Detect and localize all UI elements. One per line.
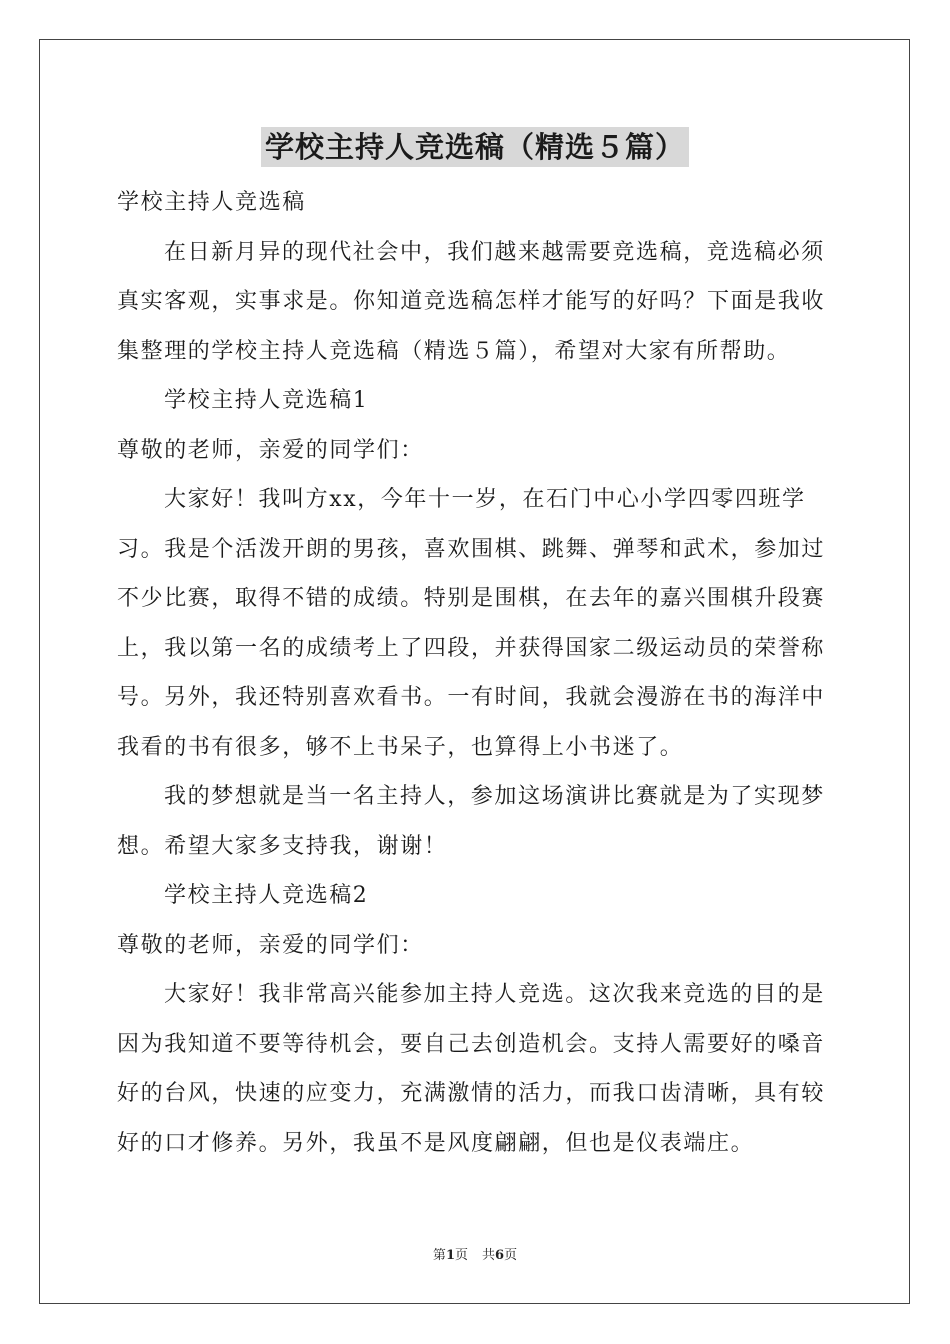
text-line: 尊敬的老师，亲爱的同学们： bbox=[117, 932, 424, 958]
text-line: 尊敬的老师，亲爱的同学们： bbox=[117, 437, 424, 463]
text-line: 号。另外，我还特别喜欢看书。一有时间，我就会漫游在书的海洋中 bbox=[117, 685, 826, 710]
text-line: 学校主持人竞选稿2 bbox=[164, 883, 369, 908]
title-container bbox=[0, 127, 950, 167]
text-line: 我看的书有很多，够不上书呆子，也算得上小书迷了。 bbox=[117, 734, 684, 760]
text-line: 我的梦想就是当一名主持人，参加这场演讲比赛就是为了实现梦 bbox=[164, 784, 825, 809]
text-line: 想。希望大家多支持我，谢谢！ bbox=[117, 833, 448, 859]
total-prefix: 共 bbox=[482, 1248, 496, 1263]
page-number: 1 bbox=[445, 1248, 455, 1263]
text-line: 学校主持人竞选稿 bbox=[117, 190, 306, 215]
total-suffix: 页 bbox=[504, 1248, 518, 1263]
total-pages: 6 bbox=[495, 1248, 505, 1263]
document-title: 学校主持人竞选稿（精选５篇） bbox=[261, 127, 689, 167]
text-line: 在日新月异的现代社会中，我们越来越需要竞选稿，竞选稿必须 bbox=[164, 239, 825, 265]
text-line: 不少比赛，取得不错的成绩。特别是围棋，在去年的嘉兴围棋升段赛 bbox=[117, 586, 826, 611]
text-line: 习。我是个活泼开朗的男孩，喜欢围棋、跳舞、弹琴和武术，参加过 bbox=[117, 536, 826, 562]
text-line: 因为我知道不要等待机会，要自己去创造机会。支持人需要好的嗓音 bbox=[117, 1031, 826, 1057]
page-suffix: 页 bbox=[454, 1248, 468, 1263]
text-line: 学校主持人竞选稿1 bbox=[164, 388, 369, 413]
page-prefix: 第 bbox=[432, 1248, 446, 1263]
text-line: 好的口才修养。另外，我虽不是风度翩翩，但也是仪表端庄。 bbox=[117, 1130, 755, 1156]
text-line: 好的台风，快速的应变力，充满激情的活力，而我口齿清晰，具有较 bbox=[117, 1081, 826, 1106]
text-line: 集整理的学校主持人竞选稿（精选５篇），希望对大家有所帮助。 bbox=[117, 338, 791, 364]
text-line: 上，我以第一名的成绩考上了四段，并获得国家二级运动员的荣誉称 bbox=[117, 635, 826, 661]
page-footer bbox=[0, 1247, 950, 1265]
text-line: 大家好！我非常高兴能参加主持人竞选。这次我来竞选的目的是 bbox=[164, 982, 825, 1007]
document-body bbox=[117, 178, 837, 1168]
text-line: 大家好！我叫方xx，今年十一岁，在石门中心小学四零四班学 bbox=[164, 487, 806, 512]
text-line: 真实客观，实事求是。你知道竞选稿怎样才能写的好吗？下面是我收 bbox=[117, 289, 826, 314]
